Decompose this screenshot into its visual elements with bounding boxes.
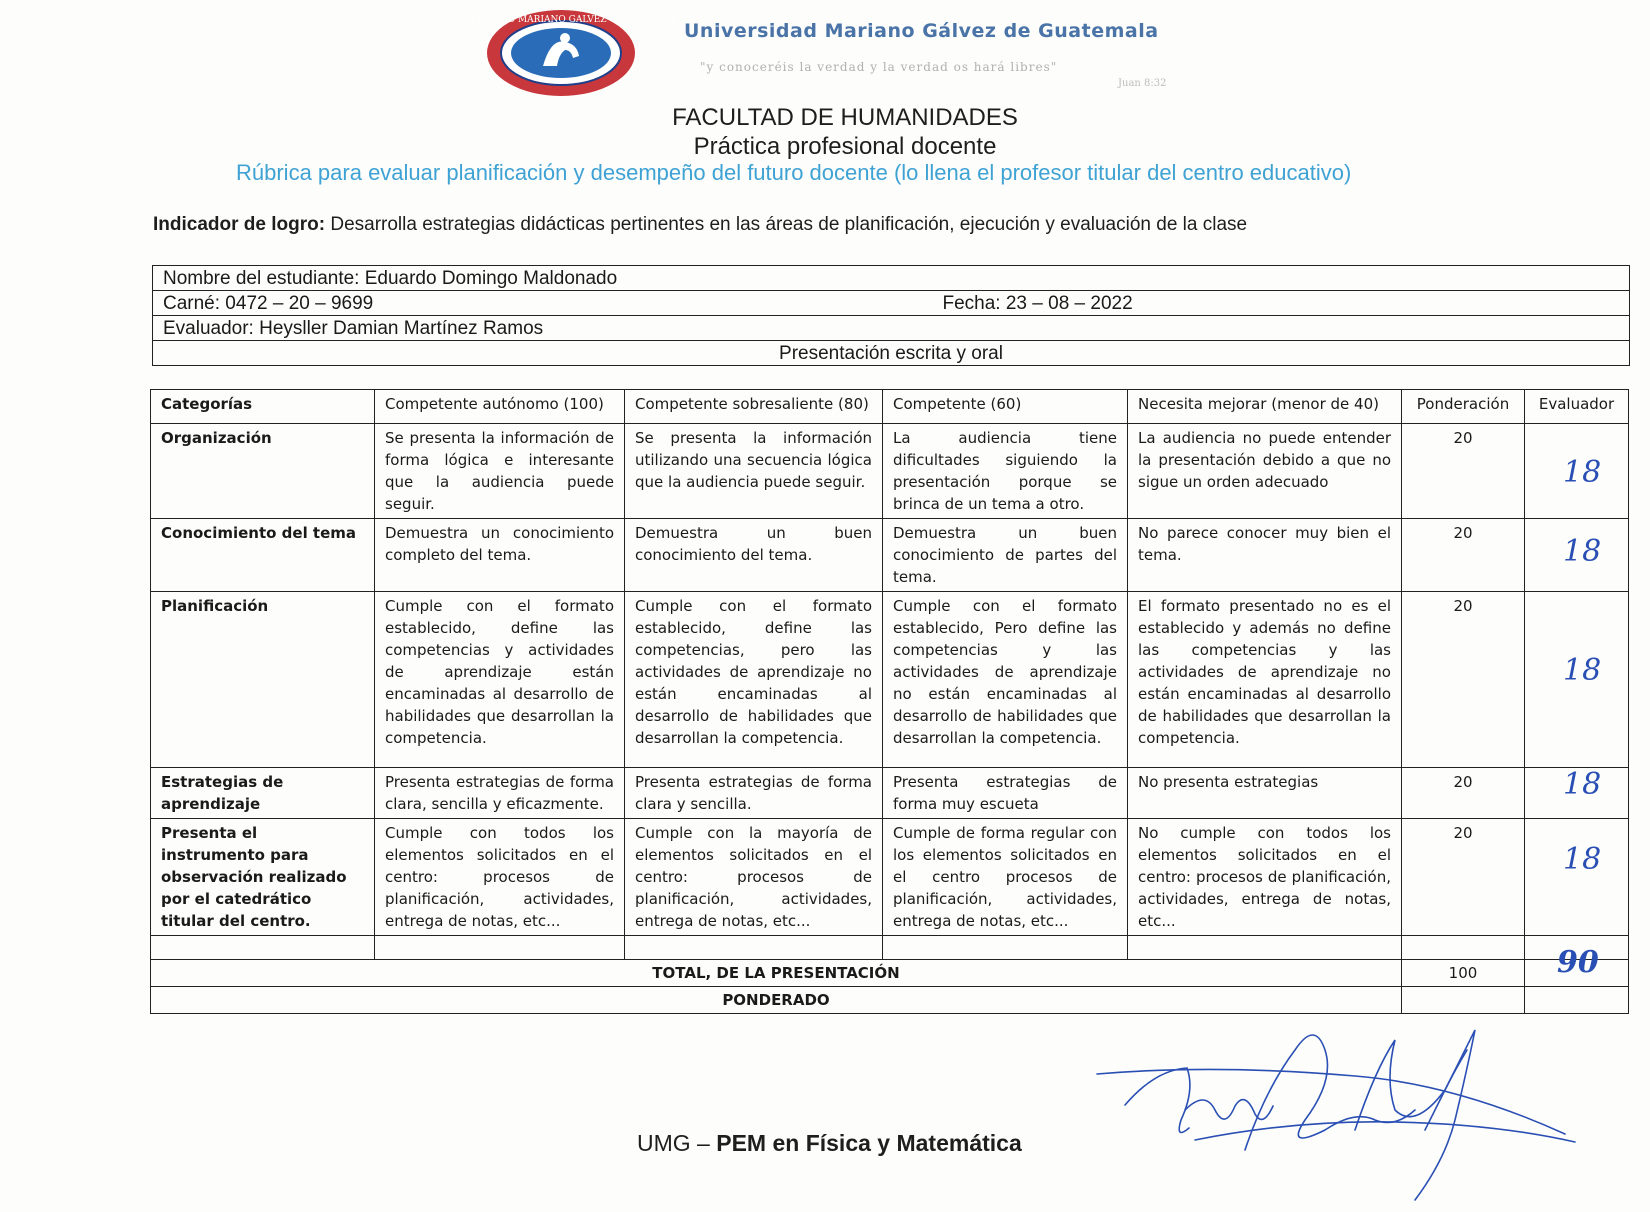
empty-row: [151, 936, 1629, 960]
criterion-cell: Cumple de forma regular con los elementos solicitados en el centro procesos de planificación, actividades, entrega de notas, etc...: [883, 819, 1128, 936]
rubric-table: [150, 389, 1629, 1014]
weight-cell: 20: [1402, 592, 1525, 768]
criterion-cell: No presenta estrategias: [1128, 768, 1402, 819]
criterion-cell: Demuestra un conocimiento completo del tema.: [375, 519, 625, 592]
score-cell: [1525, 768, 1629, 819]
handwritten-score: 18: [1563, 767, 1602, 802]
weight-cell: 20: [1402, 424, 1525, 519]
university-name: Universidad Mariano Gálvez de Guatemala: [684, 20, 1159, 42]
weight-cell: 20: [1402, 768, 1525, 819]
practice-subtitle: Práctica profesional docente: [693, 133, 997, 160]
handwritten-score: 18: [1563, 455, 1602, 490]
table-row: [151, 424, 1629, 519]
criterion-cell: El formato presentado no es el establecido y además no define las competencias y las actividades de aprendizaje no están encaminadas al desarrollo de habilidades que desarrollan la competencia.: [1128, 592, 1402, 768]
university-seal-logo: [445, 8, 677, 98]
faculty-title: FACULTAD DE HUMANIDADES: [672, 104, 1018, 131]
evaluator-name: Evaluador: Heysller Damian Martínez Ramos: [153, 316, 1630, 341]
table-row: [151, 592, 1629, 768]
indicator-label: Indicador de logro:: [153, 214, 326, 235]
university-motto: "y conoceréis la verdad y la verdad os hará libres": [700, 60, 1058, 74]
indicator-text: Desarrolla estrategias didácticas pertinentes en las áreas de planificación, ejecución y evaluación de la clase: [330, 214, 1248, 235]
score-cell: [1525, 592, 1629, 768]
achievement-indicator: [153, 214, 1247, 236]
footer-program-name: PEM en Física y Matemática: [716, 1130, 1022, 1156]
evaluator-signature: [1095, 1010, 1595, 1210]
criterion-cell: No parece conocer muy bien el tema.: [1128, 519, 1402, 592]
header-c40: Necesita mejorar (menor de 40): [1128, 390, 1402, 424]
carne-row: [153, 291, 1630, 316]
criterion-cell: Cumple con todos los elementos solicitados en el centro: procesos de planificación, actividades, entrega de notas, etc...: [375, 819, 625, 936]
category-cell: Conocimiento del tema: [151, 519, 375, 592]
header-categories: Categorías: [151, 390, 375, 424]
header-weight: Ponderación: [1402, 390, 1525, 424]
seal-text: UNIVERSIDAD MARIANO GALVEZ · GUATEMALA: [445, 15, 677, 25]
student-info-table: [152, 265, 1630, 366]
header-evaluator: Evaluador: [1525, 390, 1629, 424]
table-row: [151, 768, 1629, 819]
criterion-cell: Presenta estrategias de forma clara, sencilla y eficazmente.: [375, 768, 625, 819]
header-c80: Competente sobresaliente (80): [625, 390, 883, 424]
weighted-label: PONDERADO: [151, 987, 1402, 1014]
footer-program: [637, 1130, 1022, 1157]
criterion-cell: Se presenta la información de forma lógica e interesante que la audiencia puede seguir.: [375, 424, 625, 519]
header-c100: Competente autónomo (100): [375, 390, 625, 424]
criterion-cell: Cumple con el formato establecido, define las competencias y actividades de aprendizaje están encaminadas al desarrollo de habilidades que desarrollan la competencia.: [375, 592, 625, 768]
handwritten-score: 18: [1563, 534, 1602, 569]
criterion-cell: Demuestra un buen conocimiento de partes del tema.: [883, 519, 1128, 592]
presentation-type: Presentación escrita y oral: [153, 341, 1630, 366]
motto-reference: Juan 8:32: [1118, 78, 1167, 89]
rubric-header-row: [151, 390, 1629, 424]
footer-prefix: UMG –: [637, 1130, 710, 1156]
criterion-cell: La audiencia tiene dificultades siguiendo la presentación porque se brinca de un tema a otro.: [883, 424, 1128, 519]
criterion-cell: La audiencia no puede entender la presentación debido a que no sigue un orden adecuado: [1128, 424, 1402, 519]
total-row: [151, 960, 1629, 987]
criterion-cell: No cumple con todos los elementos solicitados en el centro: procesos de planificación, actividades, entrega de notas, etc...: [1128, 819, 1402, 936]
total-score-cell: [1525, 945, 1629, 987]
category-cell: Planificación: [151, 592, 375, 768]
criterion-cell: Cumple con el formato establecido, Pero define las competencias y las actividades de aprendizaje no están encaminadas al desarrollo de habilidades que desarrollan la competencia.: [883, 592, 1128, 768]
category-cell: Presenta el instrumento para observación realizado por el catedrático titular del centro.: [151, 819, 375, 936]
evaluation-date: Fecha: 23 – 08 – 2022: [942, 292, 1133, 314]
handwritten-score: 18: [1563, 842, 1602, 877]
weight-cell: 20: [1402, 819, 1525, 936]
student-name: Nombre del estudiante: Eduardo Domingo Maldonado: [153, 266, 1630, 291]
weight-cell: 20: [1402, 519, 1525, 592]
criterion-cell: Presenta estrategias de forma clara y sencilla.: [625, 768, 883, 819]
score-cell: [1525, 519, 1629, 592]
criterion-cell: Se presenta la información utilizando una secuencia lógica que la audiencia puede seguir.: [625, 424, 883, 519]
criterion-cell: Cumple con el formato establecido, define las competencias, pero las actividades de aprendizaje no están encaminadas al desarrollo de habilidades que desarrollan la competencia.: [625, 592, 883, 768]
table-row: [151, 819, 1629, 936]
criterion-cell: Cumple con la mayoría de elementos solicitados en el centro: procesos de planificación, actividades, entrega de notas, etc...: [625, 819, 883, 936]
category-cell: Estrategias de aprendizaje: [151, 768, 375, 819]
score-cell: [1525, 424, 1629, 519]
score-cell: [1525, 819, 1629, 936]
handwritten-score: 18: [1563, 653, 1602, 688]
student-carne: Carné: 0472 – 20 – 9699: [163, 292, 374, 314]
rubric-title: Rúbrica para evaluar planificación y desempeño del futuro docente (lo llena el profesor titular del centro educativo): [236, 160, 1352, 185]
table-row: [151, 519, 1629, 592]
header-c60: Competente (60): [883, 390, 1128, 424]
total-label: TOTAL, DE LA PRESENTACIÓN: [151, 960, 1402, 987]
criterion-cell: Presenta estrategias de forma muy escueta: [883, 768, 1128, 819]
handwritten-total-score: 90: [1557, 945, 1599, 980]
criterion-cell: Demuestra un buen conocimiento del tema.: [625, 519, 883, 592]
total-weight: 100: [1402, 960, 1525, 987]
category-cell: Organización: [151, 424, 375, 519]
